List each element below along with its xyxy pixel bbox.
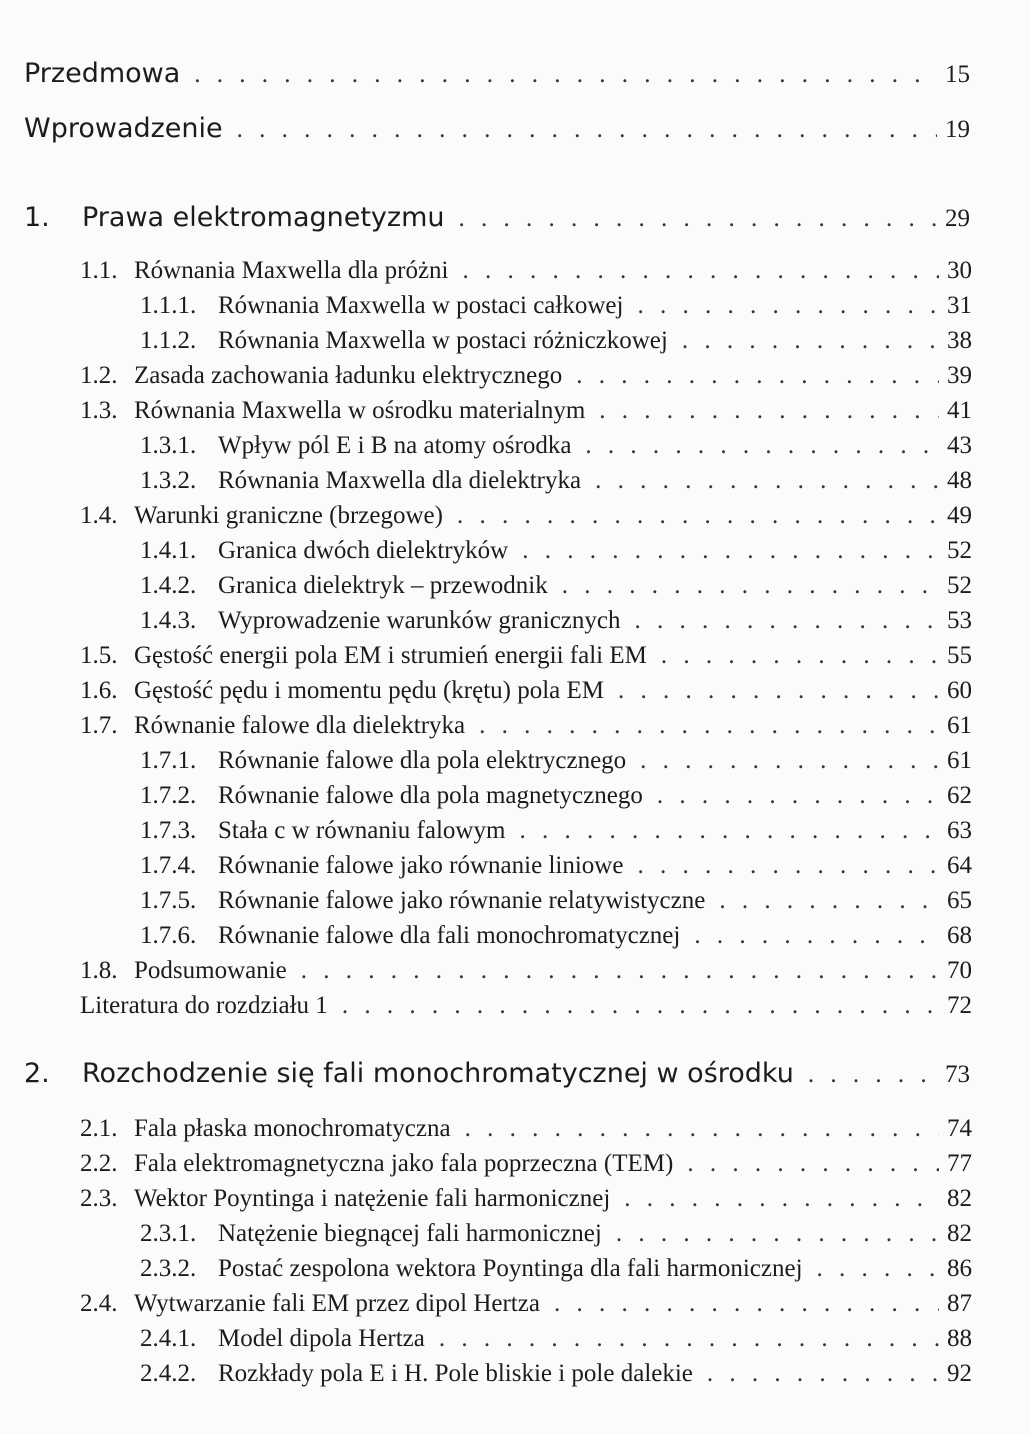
entry-number: 1.4.3.	[140, 607, 197, 634]
entry-number: 2.3.1.	[140, 1220, 197, 1247]
entry-title: Granica dwóch dielektryków	[218, 537, 509, 564]
toc-entry[interactable]	[0, 327, 1030, 355]
chapter-number: 1.	[24, 202, 50, 233]
toc-entry[interactable]	[0, 257, 1030, 285]
entry-number: 1.1.1.	[140, 292, 197, 319]
entry-page: 52	[947, 537, 972, 564]
dot-leader	[618, 677, 939, 705]
toc-entry[interactable]	[0, 782, 1030, 810]
toc-entry[interactable]	[0, 1290, 1030, 1318]
entry-title: Gęstość pędu i momentu pędu (krętu) pola EM	[134, 677, 605, 704]
entry-title: Wprowadzenie	[24, 113, 223, 144]
entry-number: 2.4.1.	[140, 1325, 197, 1352]
entry-page: 61	[947, 747, 972, 774]
entry-page: 68	[947, 922, 972, 949]
dot-leader	[657, 782, 939, 810]
entry-page: 60	[947, 677, 972, 704]
entry-page: 82	[947, 1185, 972, 1212]
entry-title: Równania Maxwella dla dielektryka	[218, 467, 582, 494]
toc-entry[interactable]	[0, 432, 1030, 460]
entry-title: Zasada zachowania ładunku elektrycznego	[134, 362, 563, 389]
entry-page: 82	[947, 1220, 972, 1247]
dot-leader	[595, 467, 939, 495]
toc-entry[interactable]	[0, 1150, 1030, 1178]
entry-page: 55	[947, 642, 972, 669]
entry-page: 48	[947, 467, 972, 494]
entry-page: 74	[947, 1115, 972, 1142]
dot-leader	[682, 327, 939, 355]
entry-title: Gęstość energii pola EM i strumień energii fali EM	[134, 642, 647, 669]
entry-title: Przedmowa	[24, 58, 181, 89]
entry-title: Podsumowanie	[134, 957, 287, 984]
entry-page: 38	[947, 327, 972, 354]
dot-leader	[342, 992, 939, 1020]
dot-leader	[599, 397, 939, 425]
chapter-page: 29	[945, 205, 970, 232]
entry-page: 72	[947, 992, 972, 1019]
dot-leader	[640, 747, 939, 775]
chapter-2-heading[interactable]	[0, 1058, 1030, 1089]
entry-page: 43	[947, 432, 972, 459]
dot-leader	[624, 1185, 939, 1213]
dot-leader	[194, 61, 937, 89]
entry-page: 30	[947, 257, 972, 284]
toc-entry[interactable]	[0, 362, 1030, 390]
entry-page: 64	[947, 852, 972, 879]
toc-entry[interactable]	[0, 1255, 1030, 1283]
entry-title: Wpływ pól E i B na atomy ośrodka	[218, 432, 572, 459]
toc-entry[interactable]	[0, 747, 1030, 775]
entry-title: Równanie falowe jako równanie liniowe	[218, 852, 624, 879]
entry-page: 53	[947, 607, 972, 634]
dot-leader	[817, 1255, 939, 1283]
chapter-number: 2.	[24, 1058, 50, 1089]
entry-title: Równanie falowe dla pola magnetycznego	[218, 782, 643, 809]
dot-leader	[301, 957, 939, 985]
toc-entry[interactable]	[0, 852, 1030, 880]
entry-title: Fala płaska monochromatyczna	[134, 1115, 451, 1142]
entry-page: 19	[945, 116, 970, 143]
entry-title: Równanie falowe jako równanie relatywistyczne	[218, 887, 706, 914]
dot-leader	[519, 817, 939, 845]
dot-leader	[562, 572, 939, 600]
entry-number: 1.3.1.	[140, 432, 197, 459]
entry-title: Wytwarzanie fali EM przez dipol Hertza	[134, 1290, 540, 1317]
entry-number: 1.3.2.	[140, 467, 197, 494]
entry-page: 62	[947, 782, 972, 809]
entry-number: 1.6.	[80, 677, 118, 704]
entry-title: Równania Maxwella dla próżni	[134, 257, 449, 284]
entry-title: Fala elektromagnetyczna jako fala poprzeczna (TEM)	[134, 1150, 674, 1177]
dot-leader	[463, 257, 940, 285]
entry-title: Równania Maxwella w postaci całkowej	[218, 292, 624, 319]
toc-entry[interactable]	[0, 537, 1030, 565]
entry-number: 1.3.	[80, 397, 118, 424]
dot-leader	[661, 642, 939, 670]
dot-leader	[616, 1220, 939, 1248]
entry-page: 65	[947, 887, 972, 914]
chapter-1-heading[interactable]	[0, 202, 1030, 233]
entry-number: 1.7.3.	[140, 817, 197, 844]
entry-page: 41	[947, 397, 972, 424]
entry-number: 2.2.	[80, 1150, 118, 1177]
entry-number: 1.7.4.	[140, 852, 197, 879]
toc-entry[interactable]	[0, 502, 1030, 530]
dot-leader	[554, 1290, 939, 1318]
entry-page: 88	[947, 1325, 972, 1352]
toc-entry[interactable]	[0, 887, 1030, 915]
toc-entry[interactable]	[0, 677, 1030, 705]
dot-leader	[479, 712, 939, 740]
entry-page: 61	[947, 712, 972, 739]
toc-entry[interactable]	[0, 1115, 1030, 1143]
dot-leader	[459, 205, 938, 233]
dot-leader	[635, 607, 940, 635]
dot-leader	[719, 887, 939, 915]
dot-leader	[694, 922, 939, 950]
entry-title: Literatura do rozdziału 1	[80, 992, 328, 1019]
entry-number: 2.4.	[80, 1290, 118, 1317]
dot-leader	[687, 1150, 939, 1178]
entry-page: 63	[947, 817, 972, 844]
entry-number: 2.3.2.	[140, 1255, 197, 1282]
toc-entry[interactable]	[0, 1325, 1030, 1353]
dot-leader	[585, 432, 939, 460]
entry-title: Granica dielektryk – przewodnik	[218, 572, 548, 599]
toc-entry[interactable]	[0, 642, 1030, 670]
dot-leader	[237, 116, 937, 144]
chapter-title: Prawa elektromagnetyzmu	[82, 202, 445, 233]
toc-entry[interactable]	[0, 1185, 1030, 1213]
entry-number: 1.7.1.	[140, 747, 197, 774]
toc-entry[interactable]	[0, 467, 1030, 495]
toc-entry-wprowadzenie[interactable]	[0, 113, 1030, 144]
entry-title: Wektor Poyntinga i natężenie fali harmonicznej	[134, 1185, 611, 1212]
entry-number: 1.8.	[80, 957, 118, 984]
toc-entry[interactable]	[0, 817, 1030, 845]
entry-number: 1.4.2.	[140, 572, 197, 599]
dot-leader	[707, 1360, 939, 1388]
dot-leader	[808, 1061, 937, 1089]
toc-entry[interactable]	[0, 397, 1030, 425]
entry-page: 15	[945, 61, 970, 88]
entry-title: Równania Maxwella w ośrodku materialnym	[134, 397, 586, 424]
entry-number: 1.4.	[80, 502, 118, 529]
entry-number: 1.7.2.	[140, 782, 197, 809]
entry-page: 86	[947, 1255, 972, 1282]
entry-number: 1.7.5.	[140, 887, 197, 914]
chapter-page: 73	[945, 1061, 970, 1088]
entry-title: Postać zespolona wektora Poyntinga dla fali harmonicznej	[218, 1255, 803, 1282]
dot-leader	[439, 1325, 939, 1353]
entry-number: 1.4.1.	[140, 537, 197, 564]
toc-entry[interactable]	[0, 607, 1030, 635]
entry-title: Natężenie biegnącej fali harmonicznej	[218, 1220, 602, 1247]
dot-leader	[576, 362, 939, 390]
dot-leader	[522, 537, 939, 565]
entry-page: 31	[947, 292, 972, 319]
entry-number: 1.7.	[80, 712, 118, 739]
dot-leader	[637, 292, 939, 320]
entry-number: 2.3.	[80, 1185, 118, 1212]
entry-page: 77	[947, 1150, 972, 1177]
entry-title: Wyprowadzenie warunków granicznych	[218, 607, 621, 634]
entry-title: Warunki graniczne (brzegowe)	[134, 502, 443, 529]
entry-title: Rozkłady pola E i H. Pole bliskie i pole dalekie	[218, 1360, 693, 1387]
toc-entry-literatura[interactable]	[0, 992, 1030, 1020]
toc-entry[interactable]	[0, 922, 1030, 950]
entry-title: Stała c w równaniu falowym	[218, 817, 506, 844]
toc-entry[interactable]	[0, 712, 1030, 740]
toc-entry[interactable]	[0, 1220, 1030, 1248]
toc-entry[interactable]	[0, 572, 1030, 600]
entry-page: 52	[947, 572, 972, 599]
entry-title: Model dipola Hertza	[218, 1325, 425, 1352]
entry-number: 1.1.	[80, 257, 118, 284]
entry-number: 1.7.6.	[140, 922, 197, 949]
entry-number: 1.1.2.	[140, 327, 197, 354]
toc-entry[interactable]	[0, 957, 1030, 985]
entry-number: 1.5.	[80, 642, 118, 669]
entry-title: Równanie falowe dla fali monochromatycznej	[218, 922, 681, 949]
entry-number: 2.4.2.	[140, 1360, 197, 1387]
entry-page: 87	[947, 1290, 972, 1317]
entry-page: 49	[947, 502, 972, 529]
entry-page: 39	[947, 362, 972, 389]
dot-leader	[465, 1115, 939, 1143]
entry-number: 1.2.	[80, 362, 118, 389]
dot-leader	[457, 502, 939, 530]
entry-title: Równanie falowe dla dielektryka	[134, 712, 466, 739]
toc-entry-przedmowa[interactable]	[0, 58, 1030, 89]
entry-title: Równanie falowe dla pola elektrycznego	[218, 747, 627, 774]
dot-leader	[637, 852, 939, 880]
entry-number: 2.1.	[80, 1115, 118, 1142]
chapter-title: Rozchodzenie się fali monochromatycznej w ośrodku	[82, 1058, 794, 1089]
entry-page: 70	[947, 957, 972, 984]
toc-entry[interactable]	[0, 1360, 1030, 1388]
entry-title: Równania Maxwella w postaci różniczkowej	[218, 327, 668, 354]
toc-entry[interactable]	[0, 292, 1030, 320]
entry-page: 92	[947, 1360, 972, 1387]
